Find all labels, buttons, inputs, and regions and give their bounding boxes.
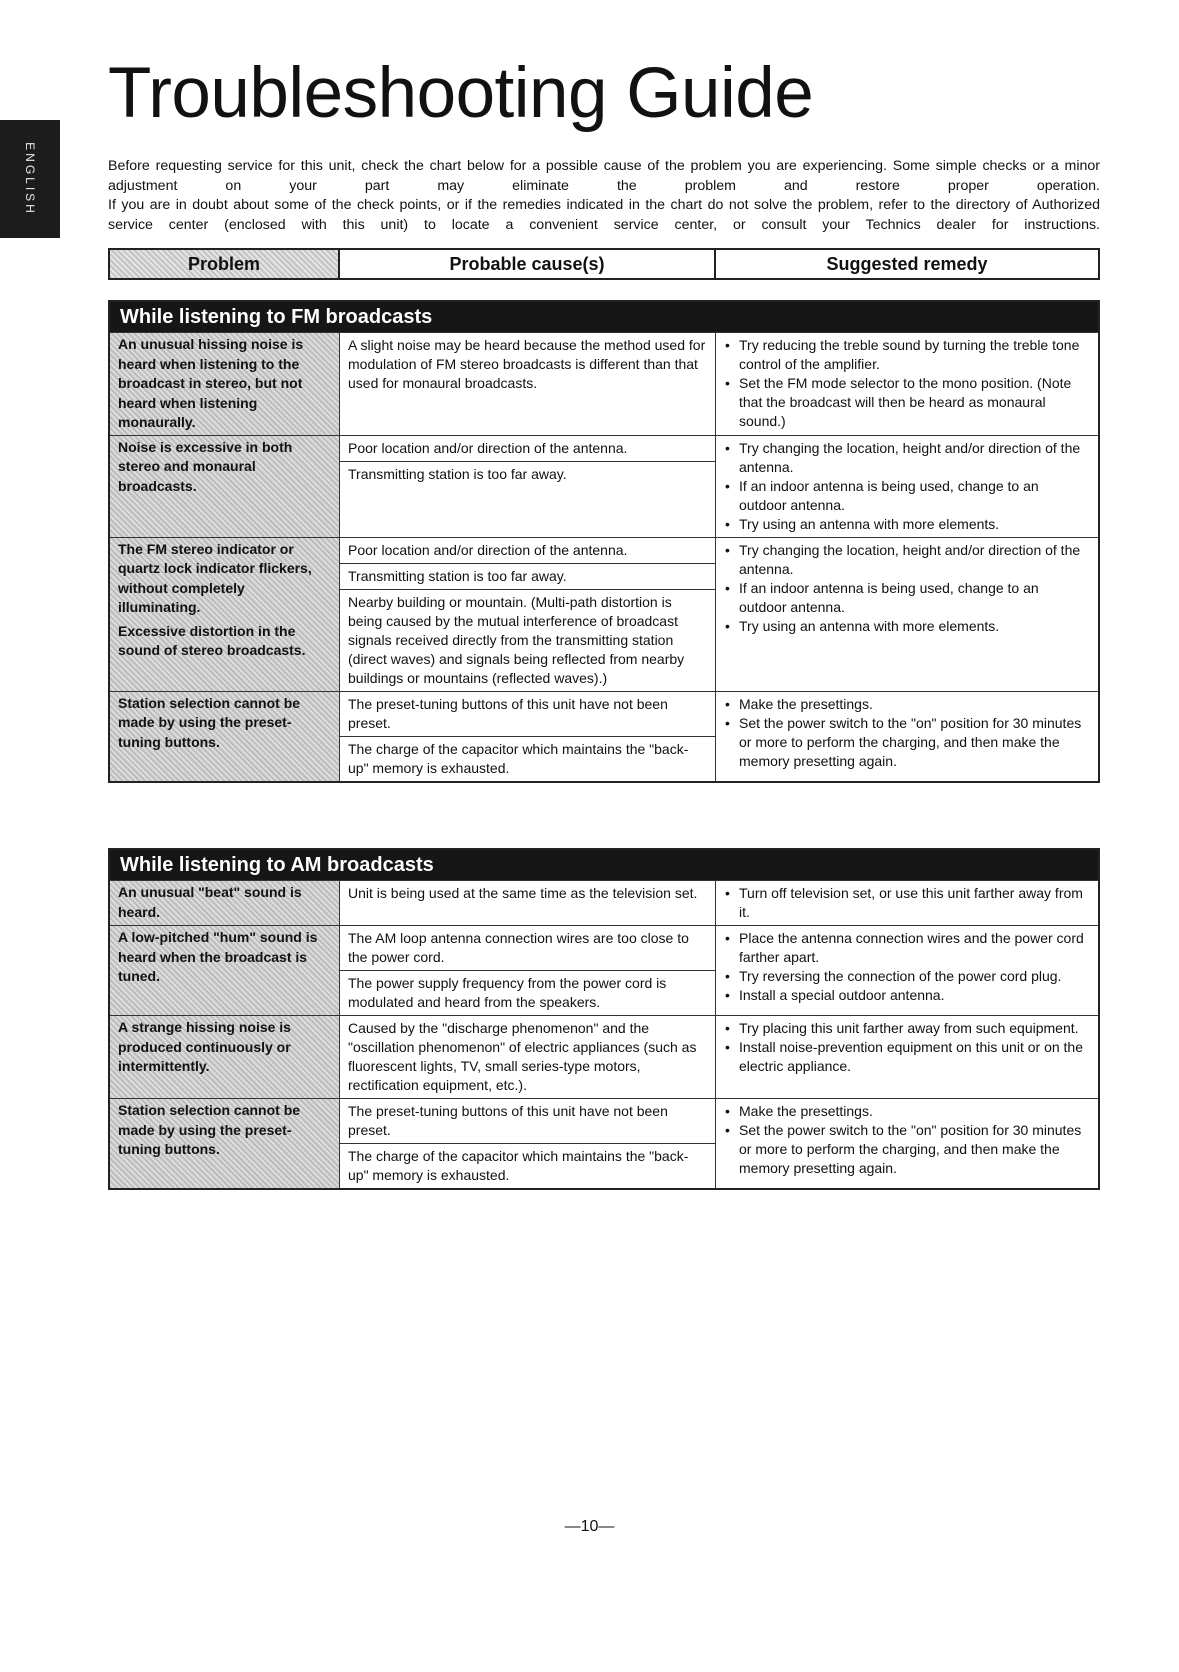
remedy-cell <box>716 1015 1098 1098</box>
cause-text: Transmitting station is too far away. <box>340 563 715 589</box>
problem-cell <box>110 880 340 925</box>
remedy-item: • Make the presettings. <box>724 1102 1090 1121</box>
remedy-list <box>724 1019 1090 1076</box>
problem-cell <box>110 332 340 435</box>
cause-text: The AM loop antenna connection wires are too close to the power cord. <box>348 930 689 965</box>
remedy-item: • Try changing the location, height and/or direction of the antenna. <box>724 541 1090 579</box>
problem-text: Station selection cannot be made by using the preset-tuning buttons. <box>118 694 301 750</box>
cause-text: A slight noise may be heard because the method used for modulation of FM stereo broadcasts is different than that used for monaural broadcasts. <box>348 337 706 391</box>
problem-text: A strange hissing noise is produced continuously or intermittently. <box>118 1019 291 1074</box>
language-label: ENGLISH <box>23 142 37 216</box>
remedy-item: • Install a special outdoor antenna. <box>724 986 1090 1005</box>
remedy-item: • Turn off television set, or use this unit farther away from it. <box>724 884 1090 922</box>
cause-cell <box>340 880 716 925</box>
problem-cell <box>110 1098 340 1188</box>
cause-cell <box>340 435 716 537</box>
header-remedy: Suggested remedy <box>826 254 988 274</box>
fm-section <box>108 300 1100 783</box>
cause-text: Poor location and/or direction of the antenna. <box>348 541 628 558</box>
problem-cell <box>110 925 340 1015</box>
cause-text: The preset-tuning buttons of this unit have not been preset. <box>348 695 668 731</box>
remedy-cell <box>716 1098 1098 1188</box>
remedy-item: • Make the presettings. <box>724 695 1090 714</box>
problem-text: A low-pitched "hum" sound is heard when the broadcast is tuned. <box>118 929 318 984</box>
am-section <box>108 848 1100 1190</box>
remedy-item: • If an indoor antenna is being used, change to an outdoor antenna. <box>724 477 1090 515</box>
problem-text: Excessive distortion in the sound of stereo broadcasts. <box>118 622 306 658</box>
header-problem: Problem <box>110 250 340 278</box>
page-title: Troubleshooting Guide <box>108 54 814 133</box>
remedy-item: • Try reducing the treble sound by turning the treble tone control of the amplifier. <box>724 336 1090 374</box>
problem-cell <box>110 537 340 691</box>
remedy-cell <box>716 880 1098 925</box>
cause-cell <box>340 537 716 691</box>
remedy-list <box>724 884 1090 922</box>
table-header <box>108 248 1100 280</box>
remedy-item: • Install noise-prevention equipment on this unit or on the electric appliance. <box>724 1038 1090 1076</box>
page-number: —10— <box>564 1518 615 1535</box>
intro-paragraph-2: If you are in doubt about some of the check points, or if the remedies indicated in the chart do not solve the problem, refer to the directory of Authorized service center (enclosed with this unit) to locate a convenient service center, or consult your Technics dealer for instructions. <box>108 197 1100 233</box>
cause-text: The charge of the capacitor which maintains the "back-up" memory is exhausted. <box>340 736 715 781</box>
language-tab <box>0 120 60 238</box>
cause-cell <box>340 332 716 435</box>
remedy-item: • Set the FM mode selector to the mono position. (Note that the broadcast will then be heard as monaural sound.) <box>724 374 1090 431</box>
problem-cell <box>110 435 340 537</box>
cause-text: Caused by the "discharge phenomenon" and the "oscillation phenomenon" of electric appliances (such as fluorescent lights, TV, small series-type motors, rectification equipment, etc.). <box>348 1020 697 1093</box>
remedy-list <box>724 541 1090 636</box>
remedy-list <box>724 439 1090 534</box>
remedy-cell <box>716 537 1098 691</box>
cause-cell <box>340 1015 716 1098</box>
cause-text: The power supply frequency from the power cord is modulated and heard from the speakers. <box>340 970 715 1015</box>
remedy-list <box>724 695 1090 771</box>
problem-text: An unusual "beat" sound is heard. <box>118 884 302 920</box>
fm-table <box>110 332 1098 781</box>
problem-text: Noise is excessive in both stereo and monaural broadcasts. <box>118 438 293 494</box>
remedy-list <box>724 336 1090 431</box>
remedy-cell <box>716 435 1098 537</box>
intro-text <box>108 157 1100 235</box>
remedy-cell <box>716 691 1098 781</box>
remedy-list <box>724 929 1090 1005</box>
remedy-item: • Set the power switch to the "on" position for 30 minutes or more to perform the charging, and then make the memory presetting again. <box>724 714 1090 771</box>
remedy-item: • Set the power switch to the "on" position for 30 minutes or more to perform the charging, and then make the memory presetting again. <box>724 1121 1090 1178</box>
problem-text: Station selection cannot be made by using the preset-tuning buttons. <box>118 1102 301 1157</box>
cause-text: The preset-tuning buttons of this unit have not been preset. <box>348 1103 668 1138</box>
remedy-item: • If an indoor antenna is being used, change to an outdoor antenna. <box>724 579 1090 617</box>
problem-cell <box>110 691 340 781</box>
cause-text: Transmitting station is too far away. <box>340 461 715 487</box>
remedy-item: • Try placing this unit farther away from such equipment. <box>724 1019 1090 1038</box>
remedy-cell <box>716 925 1098 1015</box>
cause-cell <box>340 1098 716 1188</box>
intro-paragraph-1: Before requesting service for this unit, check the chart below for a possible cause of the problem you are experiencing. Some simple checks or a minor adjustment on your part may eliminate the problem and restore proper operation. <box>108 158 1100 194</box>
remedy-item: • Try reversing the connection of the power cord plug. <box>724 967 1090 986</box>
remedy-item: • Try using an antenna with more elements. <box>724 617 1090 636</box>
am-table <box>110 880 1098 1188</box>
cause-cell <box>340 691 716 781</box>
fm-section-heading: While listening to FM broadcasts <box>110 302 1098 332</box>
cause-text: Poor location and/or direction of the antenna. <box>348 439 628 456</box>
remedy-item: • Place the antenna connection wires and the power cord farther apart. <box>724 929 1090 967</box>
remedy-list <box>724 1102 1090 1178</box>
remedy-item: • Try changing the location, height and/or direction of the antenna. <box>724 439 1090 477</box>
cause-text: Unit is being used at the same time as the television set. <box>348 885 698 901</box>
remedy-item: • Try using an antenna with more elements. <box>724 515 1090 534</box>
problem-text: The FM stereo indicator or quartz lock indicator flickers, without completely illuminating. <box>118 540 312 615</box>
am-section-heading: While listening to AM broadcasts <box>110 850 1098 880</box>
cause-cell <box>340 925 716 1015</box>
problem-text: An unusual hissing noise is heard when listening to the broadcast in stereo, but not heard when listening monaurally. <box>118 336 304 430</box>
cause-text: Nearby building or mountain. (Multi-path distortion is being caused by the mutual interference of broadcast signals received directly from the transmitting station (direct waves) and signals being reflected from nearby buildings or mountains (reflected waves).) <box>340 589 715 691</box>
remedy-cell <box>716 332 1098 435</box>
header-cause: Probable cause(s) <box>340 250 716 278</box>
problem-cell <box>110 1015 340 1098</box>
cause-text: The charge of the capacitor which maintains the "back-up" memory is exhausted. <box>340 1143 715 1188</box>
